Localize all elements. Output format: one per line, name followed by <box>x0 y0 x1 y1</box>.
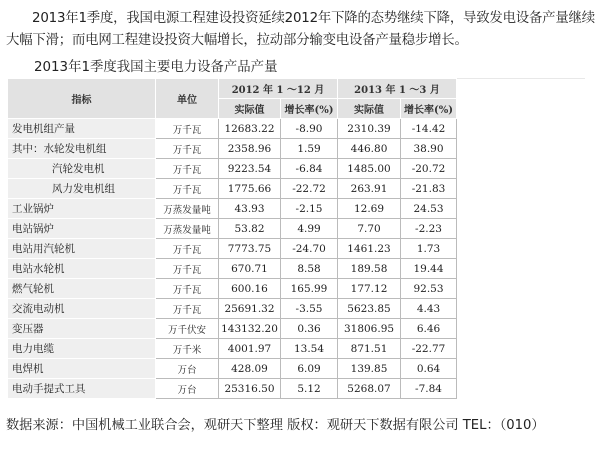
row-blank <box>457 279 586 299</box>
row-growth-2013: -20.72 <box>401 159 457 179</box>
row-growth-2012: 1.59 <box>281 139 338 159</box>
row-growth-2013: 24.53 <box>401 199 457 219</box>
row-growth-2012: 13.54 <box>281 339 338 359</box>
row-actual-2013: 1485.00 <box>338 159 401 179</box>
table-caption: 2013年1季度我国主要电力设备产品产量 <box>34 60 278 75</box>
row-actual-2012: 1775.66 <box>219 179 281 199</box>
row-unit: 万台 <box>156 379 219 399</box>
row-name: 风力发电机组 <box>8 179 156 199</box>
header-growth-2012: 增长率(%) <box>281 99 338 119</box>
table-row <box>8 279 586 299</box>
row-growth-2012: 5.12 <box>281 379 338 399</box>
row-actual-2012: 7773.75 <box>219 239 281 259</box>
row-name: 电站水轮机 <box>8 259 156 279</box>
row-actual-2012: 2358.96 <box>219 139 281 159</box>
row-blank <box>457 239 586 259</box>
blank-column <box>457 79 586 119</box>
row-actual-2012: 25316.50 <box>219 379 281 399</box>
row-growth-2013: 19.44 <box>401 259 457 279</box>
row-actual-2012: 600.16 <box>219 279 281 299</box>
table-row <box>8 259 586 279</box>
row-blank <box>457 379 586 399</box>
row-growth-2013: -2.23 <box>401 219 457 239</box>
table-row <box>8 339 586 359</box>
row-growth-2012: 0.36 <box>281 319 338 339</box>
row-growth-2012: 165.99 <box>281 279 338 299</box>
row-growth-2013: 6.46 <box>401 319 457 339</box>
row-blank <box>457 359 586 379</box>
row-actual-2012: 9223.54 <box>219 159 281 179</box>
row-blank <box>457 199 586 219</box>
row-unit: 万千瓦 <box>156 159 219 179</box>
header-growth-2013: 增长率(%) <box>401 99 457 119</box>
table-row <box>8 359 586 379</box>
intro-paragraph: 2013年1季度，我国电源工程建设投资延续2012年下降的态势继续下降，导致发电设备产量继续大幅下滑；而电网工程建设投资大幅增长，拉动部分输变电设备产量稳步增长。 <box>6 11 595 48</box>
row-unit: 万千伏安 <box>156 319 219 339</box>
row-growth-2012: -6.84 <box>281 159 338 179</box>
row-blank <box>457 139 586 159</box>
row-name: 电焊机 <box>8 359 156 379</box>
row-unit: 万千瓦 <box>156 239 219 259</box>
row-actual-2013: 2310.39 <box>338 119 401 139</box>
row-unit: 万千米 <box>156 339 219 359</box>
table-row <box>8 139 586 159</box>
row-name: 电动手提式工具 <box>8 379 156 399</box>
row-unit: 万千瓦 <box>156 279 219 299</box>
row-blank <box>457 219 586 239</box>
row-growth-2012: 8.58 <box>281 259 338 279</box>
row-name: 交流电动机 <box>8 299 156 319</box>
row-actual-2013: 12.69 <box>338 199 401 219</box>
row-growth-2012: -2.15 <box>281 199 338 219</box>
row-name: 变压器 <box>8 319 156 339</box>
row-actual-2012: 25691.32 <box>219 299 281 319</box>
row-actual-2013: 1461.23 <box>338 239 401 259</box>
row-actual-2012: 43.93 <box>219 199 281 219</box>
row-growth-2012: 6.09 <box>281 359 338 379</box>
table-row <box>8 319 586 339</box>
row-name: 汽轮发电机 <box>8 159 156 179</box>
row-growth-2013: -7.84 <box>401 379 457 399</box>
row-name: 燃气轮机 <box>8 279 156 299</box>
production-table <box>7 78 586 399</box>
source-note: 数据来源：中国机械工业联合会，观研天下整理 版权：观研天下数据有限公司 TEL：（010） <box>6 418 545 433</box>
table-row <box>8 119 586 139</box>
row-name: 其中：水轮发电机组 <box>8 139 156 159</box>
header-actual-2013: 实际值 <box>338 99 401 119</box>
table-row <box>8 199 586 219</box>
row-actual-2012: 428.09 <box>219 359 281 379</box>
row-growth-2012: -8.90 <box>281 119 338 139</box>
row-growth-2012: -24.70 <box>281 239 338 259</box>
row-growth-2013: -22.77 <box>401 339 457 359</box>
row-actual-2013: 871.51 <box>338 339 401 359</box>
production-table-container <box>7 78 585 398</box>
row-growth-2013: 0.64 <box>401 359 457 379</box>
row-actual-2013: 5623.85 <box>338 299 401 319</box>
row-blank <box>457 259 586 279</box>
header-period-2013: 2013 年 1 ～3 月 <box>338 79 457 99</box>
row-unit: 万千瓦 <box>156 139 219 159</box>
row-growth-2012: -3.55 <box>281 299 338 319</box>
row-actual-2013: 189.58 <box>338 259 401 279</box>
row-actual-2013: 263.91 <box>338 179 401 199</box>
row-actual-2012: 143132.20 <box>219 319 281 339</box>
row-blank <box>457 339 586 359</box>
row-growth-2013: 92.53 <box>401 279 457 299</box>
row-growth-2012: -22.72 <box>281 179 338 199</box>
row-growth-2013: 4.43 <box>401 299 457 319</box>
header-indicator: 指标 <box>8 79 156 119</box>
row-growth-2013: 1.73 <box>401 239 457 259</box>
row-actual-2012: 53.82 <box>219 219 281 239</box>
row-actual-2012: 670.71 <box>219 259 281 279</box>
row-unit: 万千瓦 <box>156 299 219 319</box>
row-name: 电力电缆 <box>8 339 156 359</box>
row-blank <box>457 119 586 139</box>
row-actual-2013: 5268.07 <box>338 379 401 399</box>
header-unit: 单位 <box>156 79 219 119</box>
row-unit: 万蒸发量吨 <box>156 219 219 239</box>
row-blank <box>457 159 586 179</box>
row-name: 电站锅炉 <box>8 219 156 239</box>
row-unit: 万千瓦 <box>156 119 219 139</box>
row-unit: 万千瓦 <box>156 259 219 279</box>
row-unit: 万台 <box>156 359 219 379</box>
row-blank <box>457 319 586 339</box>
table-row <box>8 159 586 179</box>
table-row <box>8 239 586 259</box>
row-unit: 万千瓦 <box>156 179 219 199</box>
table-row <box>8 219 586 239</box>
row-actual-2013: 7.70 <box>338 219 401 239</box>
row-actual-2013: 177.12 <box>338 279 401 299</box>
row-actual-2012: 12683.22 <box>219 119 281 139</box>
row-growth-2012: 4.99 <box>281 219 338 239</box>
table-row <box>8 379 586 399</box>
row-growth-2013: -14.42 <box>401 119 457 139</box>
row-actual-2013: 446.80 <box>338 139 401 159</box>
table-row <box>8 299 586 319</box>
row-blank <box>457 299 586 319</box>
row-growth-2013: -21.83 <box>401 179 457 199</box>
row-name: 工业锅炉 <box>8 199 156 219</box>
table-row <box>8 179 586 199</box>
row-unit: 万蒸发量吨 <box>156 199 219 219</box>
row-name: 电站用汽轮机 <box>8 239 156 259</box>
header-actual-2012: 实际值 <box>219 99 281 119</box>
row-blank <box>457 179 586 199</box>
header-period-2012: 2012 年 1 ～12 月 <box>219 79 338 99</box>
row-actual-2012: 4001.97 <box>219 339 281 359</box>
row-growth-2013: 38.90 <box>401 139 457 159</box>
row-name: 发电机组产量 <box>8 119 156 139</box>
row-actual-2013: 31806.95 <box>338 319 401 339</box>
row-actual-2013: 139.85 <box>338 359 401 379</box>
